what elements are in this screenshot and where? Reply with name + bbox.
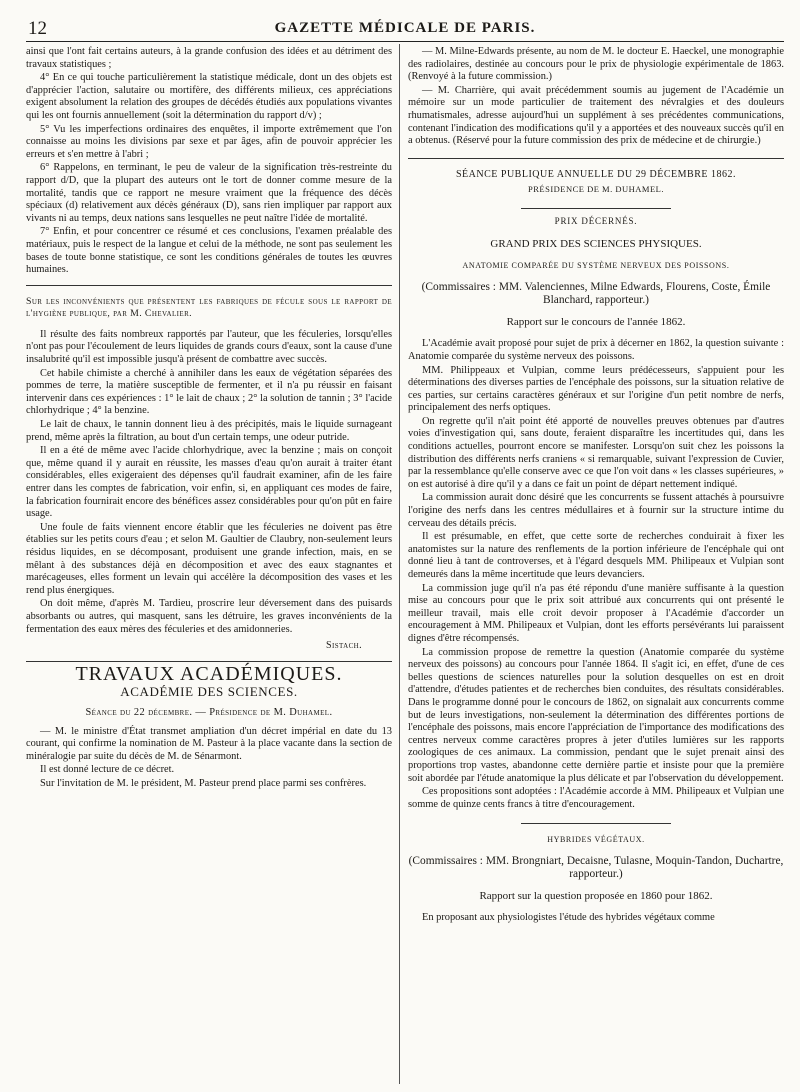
report-paragraph: Il est présumable, en effet, que cette sorte de recherches conduirait à fixer les anatomistes sur la nature des renflements de la portion inférieure de l'encéphale qui ont donné lieu à tant de controverses, et à l'égard desquels MM. Philipeaux et Vulpian sont demeurés dans la même incertitude que leurs devanciers. [408, 531, 784, 580]
article-paragraph: On doit même, d'après M. Tardieu, proscrire leur déversement dans des puisards absorbants ou autres, qui masquent, sans les détruire, les graves inconvénients de la fermentation des eaux mères des féculeries et des amidonneries. [26, 598, 392, 635]
journal-title: GAZETTE MÉDICALE DE PARIS. [274, 20, 536, 36]
separator-line [521, 208, 671, 209]
commissaires-list: (Commissaires : MM. Brongniart, Decaisne, Tulasne, Moquin-Tandon, Duchartre, rapporteur.) [408, 854, 784, 881]
seance-publique-heading: SÉANCE PUBLIQUE ANNUELLE DU 29 DÉCEMBRE 1862. [456, 168, 736, 180]
article-paragraph: Une foule de faits viennent encore établir que les féculeries ne doivent pas être établies sur les petits cours d'eau ; et selon M. Gaultier de Claubry, non-seulement leurs résidus liquides, en se décomposant, produisent une grande infection, mais, en se mêlant à des substances déjà en décomposition et avec des eaux stagnantes et marécageuses, elles forment un levain qui accélère la décomposition des vases et les rend plus énergiques. [26, 521, 392, 596]
report-paragraph: L'Académie avait proposé pour sujet de prix à décerner en 1862, la question suivante : Anatomie comparée du système nerveux des poissons. [408, 338, 784, 362]
report-paragraph: La commission propose de remettre la question (Anatomie comparée du système nerveux des poissons) au concours pour l'année 1864. Il s'agit ici, en effet, d'une de ces belles questions de sciences naturelles pour la solution desquelles on est en droit d'attendre, d'études patientes et de recherches bien conduites, des résultats considérables. Dans le programme donné pour le concours de 1862, on signalait aux concurrents comme but de leurs investigations, non-seulement la détermination des différentes portions de l'encéphale des poissons, mais encore l'appréciation de l'importance des modifications des centres nerveux comme caractères propres à jeter d'utiles lumières sur les rapports zoologiques de ces animaux. La commission, pendant que le sujet prenait ainsi des proportions trop vastes, abandonne cette dernière partie et insiste pour que la première soit abordée par l'étude anatomique la plus délicate et par l'observation du développement. [408, 646, 784, 784]
seance-paragraph: — M. le ministre d'État transmet ampliation d'un décret impérial en date du 13 courant, qui confirme la nomination de M. Pasteur à la place vacante dans la section de minéralogie par suite du décès de M. de Sénarmont. [26, 725, 392, 762]
column-divider [399, 44, 400, 1084]
report-paragraph: La commission aurait donc désiré que les concurrents se fussent attachés à poursuivre l'origine des nerfs dans les centres médullaires et à fournir sur la structure intime du cerveau des détails précis. [408, 492, 784, 529]
report-paragraph: La commission juge qu'il n'a pas été répondu d'une manière suffisante à la question mise au concours pour que le prix soit attribué aux concurrents qui ont présenté le meilleur travail, mais elle croit devoir proposer à l'Académie d'accorder un encouragement à MM. Philipeaux et Vulpian, dont les efforts persévérants lui paraissent dignes d'être récompensés. [408, 582, 784, 644]
article-paragraph: Le lait de chaux, le tannin donnent lieu à des précipités, mais le liquide surnageant prend, même après la filtration, au bout d'un certain temps, une odeur putride. [26, 419, 392, 443]
separator-line [26, 285, 392, 286]
left-paragraph: ainsi que l'ont fait certains auteurs, à la grande confusion des idées et au détriment des travaux statistiques ; [26, 46, 392, 70]
right-column [408, 46, 784, 926]
section-subtitle: ACADÉMIE DES SCIENCES. [120, 684, 298, 700]
commissaires-list: (Commissaires : MM. Valenciennes, Milne Edwards, Flourens, Coste, Émile Blanchard, rapporteur.) [421, 280, 771, 307]
article-paragraph: Il en a été de même avec l'acide chlorhydrique, avec la benzine ; mais on conçoit que, même quand il y aurait en réussite, les masses d'eau qu'on aurait à traiter étant considérables, elles exigeraient des dépenses qu'il faudrait examiner, afin de les faire entrer dans les comptes de fabrication, voir enfin, si, en appliquant ces modes de faire, la fabrication fournirait encore des bénéfices assez considérables pour qu'on pût en faire usage. [26, 445, 392, 520]
anatomie-heading: ANATOMIE COMPARÉE DU SYSTÈME NERVEUX DES POISSONS. [462, 261, 730, 271]
prix-decernes-heading: PRIX DÉCERNÉS. [554, 215, 638, 226]
left-paragraph: 5° Vu les imperfections ordinaires des enquêtes, il importe extrêmement que l'on connaisse au moins les divisions par sexe et par âges, afin de pouvoir apprécier les erreurs et s'en mettre à l'abri ; [26, 123, 392, 160]
rapport-heading: Rapport sur le concours de l'année 1862. [506, 315, 686, 328]
report-paragraph: On regrette qu'il n'ait point été apporté de nouvelles preuves obtenues par d'autres voies d'investigation qui, sans doute, feraient disparaître les incertitudes qui, dans les conditions actuelles, pourront encore se manifester. Lorsqu'on suit chez les poissons la distribution des différents nerfs craniens « si remarquable, suivant l'expression de Cuvier, par la ressemblance qu'elle conserve avec ce que l'on voit dans « les classes supérieures, » on est autorisé à dire qu'il y a dans ce fait un point de départ nettement indiqué. [408, 415, 784, 490]
report-paragraph: En proposant aux physiologistes l'étude des hybrides végétaux comme [422, 912, 715, 924]
left-paragraph: 6° Rappelons, en terminant, le peu de valeur de la signification très-restreinte du rapport d/D, que la plupart des auteurs ont le tort de donner comme mesure de la mortalité, tandis que ce rapport ne mesure vraiment que la fréquence des décès spéciaux (d) relativement aux décès généraux (D), sans rien impliquer par rapport aux vivants ni au temps, deux nations sans lesquelles ne peut naître l'idée de mortalité. [26, 162, 392, 224]
separator-line [521, 823, 671, 824]
left-paragraph: 7° Enfin, et pour concentrer ce résumé et ces conclusions, l'examen préalable des matériaux, puis le respect de la langue et celui de la méthode, ne sont pas seulement les bases de toute bonne statistique, ce sont les conditions générales de toutes les œuvres humaines. [26, 226, 392, 276]
report-paragraph: Ces propositions sont adoptées : l'Académie accorde à MM. Philipeaux et Vulpian une somme de quinze cents francs à titre d'encouragement. [408, 786, 784, 810]
separator-line [26, 661, 392, 662]
rapport-heading: Rapport sur la question proposée en 1860 pour 1862. [479, 889, 713, 902]
presidence-heading: PRÉSIDENCE DE M. DUHAMEL. [528, 184, 664, 195]
page-header [26, 12, 784, 42]
article-paragraph: Cet habile chimiste a cherché à annihiler dans les eaux de végétation séparées des pommes de terre, la matière susceptible de fermenter, et il n'a pu réussir en faisant intervenir dans ces expériences : 1° le lait de chaux ; 2° la solution de tannin ; 3° l'acide chlorhydrique ; 4° la benzine. [26, 367, 392, 417]
left-column [26, 46, 392, 791]
hybrides-heading: HYBRIDES VÉGÉTAUX. [547, 835, 645, 845]
article-paragraph: Il résulte des faits nombreux rapportés par l'auteur, que les féculeries, lorsqu'elles n'ont pas pour l'écoulement de leurs liquides de grands cours d'eaux, sont la cause d'une insalubrité qu'il est impossible jusqu'à présent de combattre avec succès. [26, 328, 392, 366]
page-number: 12 [28, 18, 47, 39]
report-paragraph: MM. Philippeaux et Vulpian, comme leurs prédécesseurs, s'appuient pour les déterminations des diverses parties de l'encéphale des poissons, sur la situation relative de ces parties, sur certains caractères généraux et sur l'origine d'un petit nombre de nerfs, principalement des nerfs optiques. [408, 364, 784, 414]
author-signature: Sistach. [326, 640, 362, 652]
seance-heading: Séance du 22 décembre. — Présidence de M. Duhamel. [85, 706, 333, 718]
left-paragraph: 4° En ce qui touche particulièrement la statistique médicale, dont un des objets est d'apprécier l'action, salutaire ou mortifère, des différents milieux, ces appréciations exigent absolument la relation des groupes de décédés étudiés aux populations vivantes qui les ont fournis annuellement (soit la détermination du rapport d/v) ; [26, 72, 392, 121]
section-title: TRAVAUX ACADÉMIQUES. [75, 662, 343, 685]
right-paragraph: — M. Milne-Edwards présente, au nom de M. le docteur E. Haeckel, une monographie des radiolaires, destinée au concours pour le prix de physiologie expérimentale de 1863. (Renvoyé à la future commission.) [408, 46, 784, 83]
seance-paragraph: Sur l'invitation de M. le président, M. Pasteur prend place parmi ses confrères. [40, 777, 367, 789]
right-paragraph: — M. Charrière, qui avait précédemment soumis au jugement de l'Académie un mémoire sur un mode particulier de traitement des névralgies et des douleurs rhumatismales, adresse aujourd'hui un supplément à ses précédentes communications, contenant l'indication des modifications qu'il y a apportées et des nouveaux succès qu'il en a obtenus. (Réservé pour la future commission des prix de médecine et de chirurgie.) [408, 84, 784, 147]
grand-prix-heading: GRAND PRIX DES SCIENCES PHYSIQUES. [490, 237, 702, 250]
separator-line [408, 158, 784, 159]
seance-paragraph: Il est donné lecture de ce décret. [40, 764, 175, 776]
article-heading: Sur les inconvénients que présentent les fabriques de fécule sous le rapport de l'hygiène publique, par M. Chevalier. [26, 295, 392, 320]
